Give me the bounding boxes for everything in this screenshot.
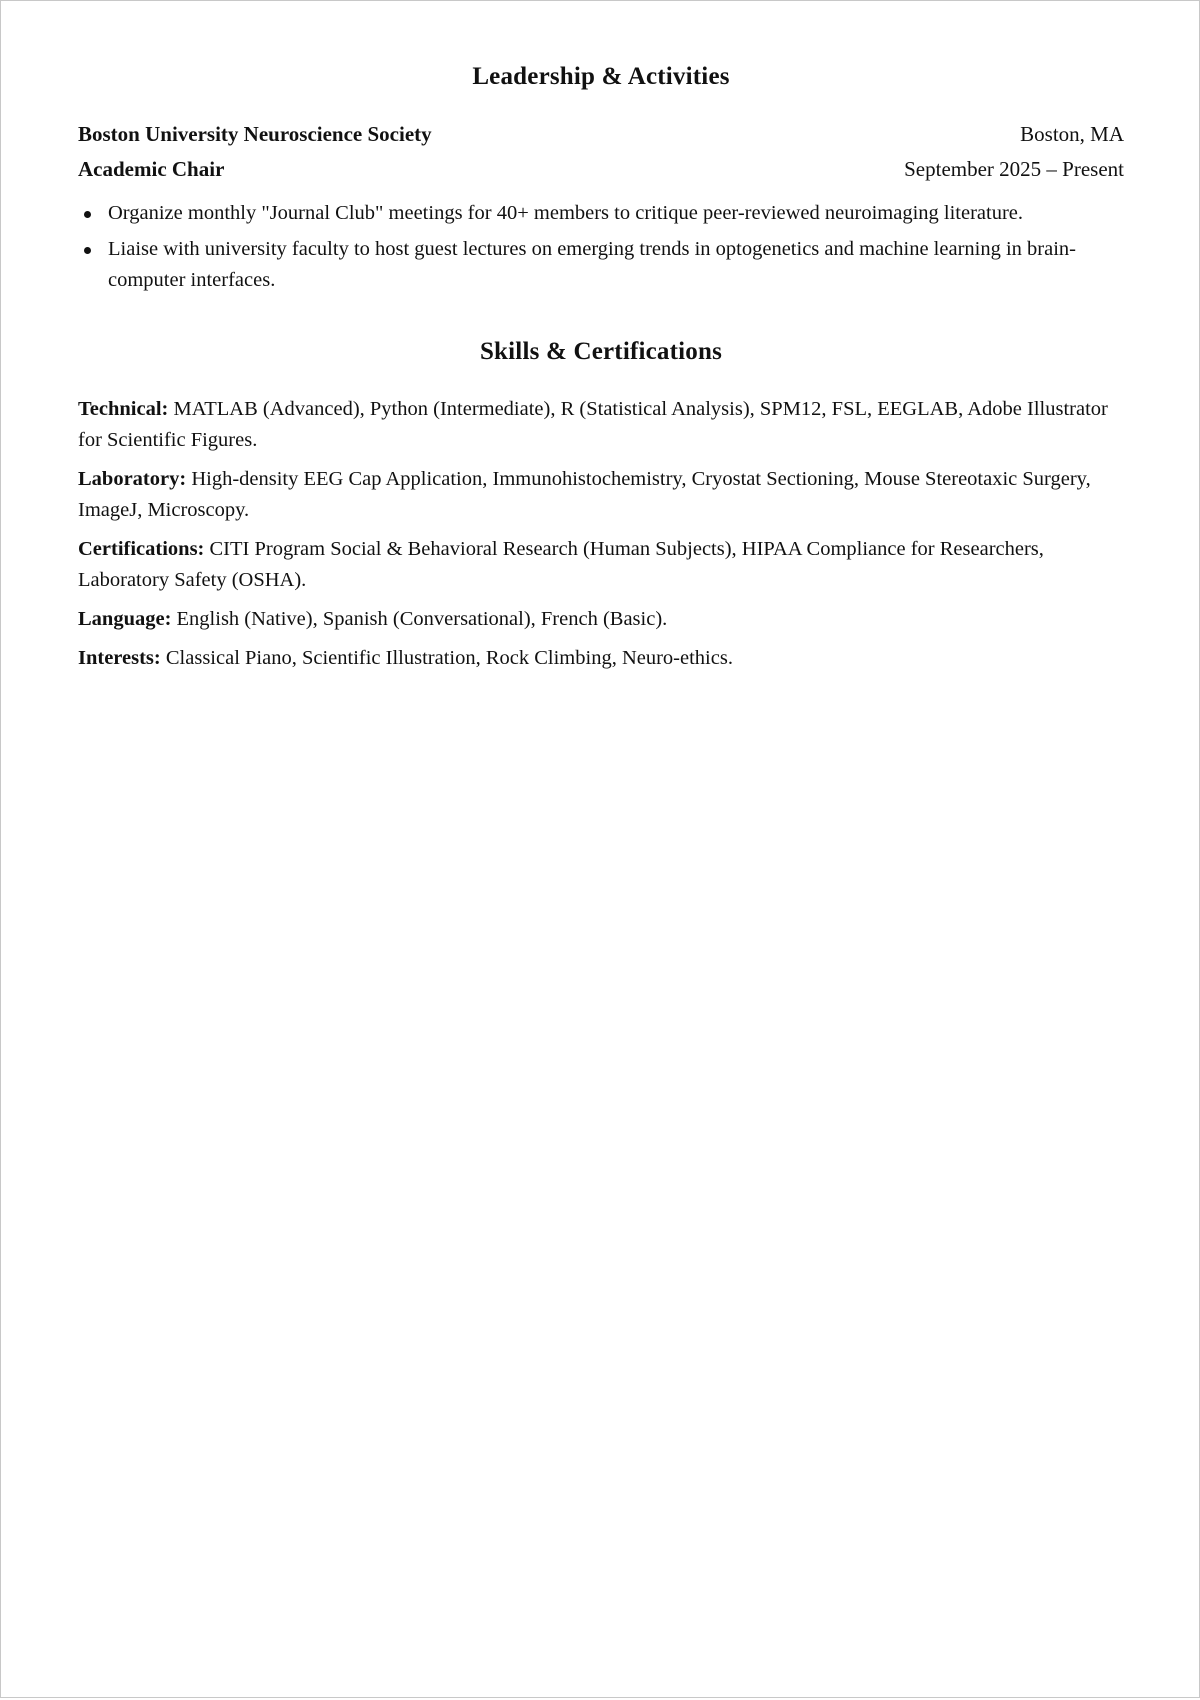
list-item [78, 198, 1124, 229]
skill-text: MATLAB (Advanced), Python (Intermediate), R (Statistical Analysis), SPM12, FSL, EEGLAB, Adobe Illustrator for Scientific Figures. [78, 398, 1108, 451]
skill-label: Language: [78, 608, 172, 630]
skill-entry-laboratory [78, 464, 1124, 526]
skill-text: CITI Program Social & Behavioral Research (Human Subjects), HIPAA Compliance for Researchers, Laboratory Safety (OSHA). [78, 538, 1044, 591]
bullet-text: Liaise with university faculty to host guest lectures on emerging trends in optogenetics and machine learning in brain-computer interfaces. [108, 238, 1076, 291]
skill-label: Laboratory: [78, 468, 187, 490]
section-title-leadership: Leadership & Activities [472, 63, 730, 90]
role-title: Academic Chair [78, 157, 225, 181]
skill-entry-technical [78, 394, 1124, 456]
skill-text: High-density EEG Cap Application, Immunohistochemistry, Cryostat Sectioning, Mouse Stereotaxic Surgery, ImageJ, Microscopy. [78, 468, 1091, 521]
organization-location: Boston, MA [1020, 122, 1124, 146]
bullet-icon [84, 211, 91, 218]
organization-row [78, 119, 1124, 149]
skill-label: Certifications: [78, 538, 205, 560]
role-dates: September 2025 – Present [904, 157, 1124, 181]
skill-label: Interests: [78, 647, 161, 669]
skill-entry-interests [78, 643, 1124, 674]
section-title-skills: Skills & Certifications [479, 338, 723, 365]
skill-text: English (Native), Spanish (Conversational), French (Basic). [176, 608, 668, 630]
bullet-text: Organize monthly "Journal Club" meetings for 40+ members to critique peer-reviewed neuroimaging literature. [108, 202, 1024, 224]
skill-text: Classical Piano, Scientific Illustration, Rock Climbing, Neuro-ethics. [165, 647, 733, 669]
skill-label: Technical: [78, 398, 169, 420]
leadership-bullet-list [78, 198, 1124, 301]
organization-name: Boston University Neuroscience Society [78, 122, 432, 146]
skill-entry-language [78, 604, 1124, 635]
skills-list [78, 394, 1124, 682]
skill-entry-certifications [78, 534, 1124, 596]
bullet-icon [84, 247, 91, 254]
role-row [78, 154, 1124, 184]
list-item [78, 234, 1124, 296]
